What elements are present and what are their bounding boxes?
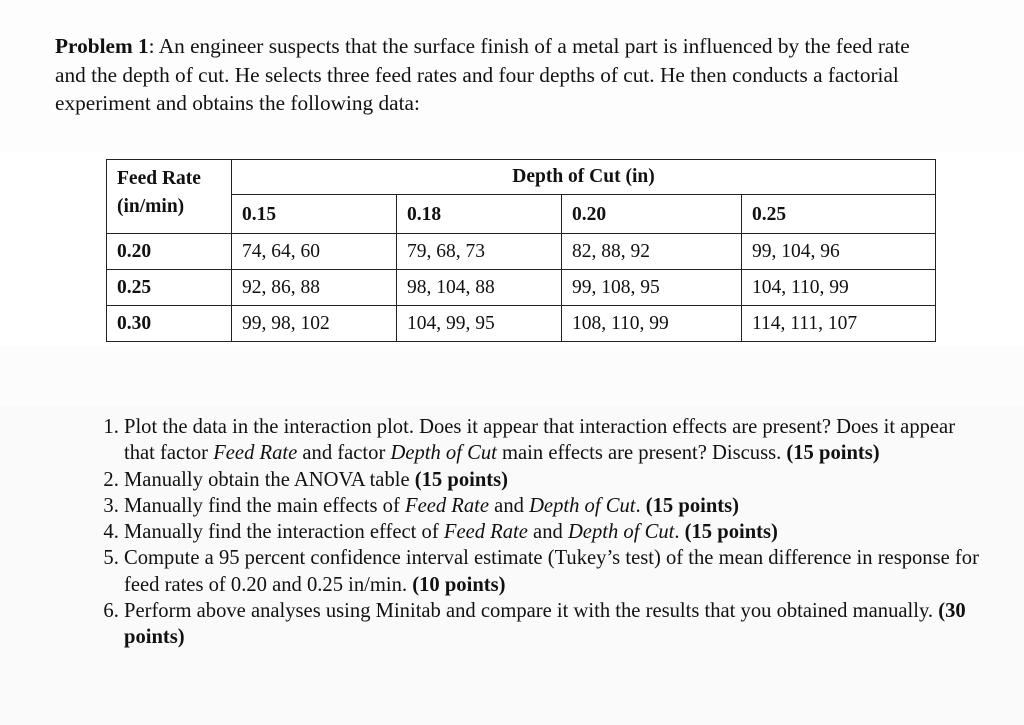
question-text: . bbox=[674, 521, 685, 544]
question-text: and factor bbox=[297, 442, 391, 465]
question-text: Manually obtain the ANOVA table bbox=[124, 468, 415, 491]
feed-rate-header-line2: (in/min) bbox=[117, 196, 185, 217]
table-cell: 114, 111, 107 bbox=[742, 306, 936, 342]
question-item bbox=[124, 414, 984, 467]
depth-values-row bbox=[107, 195, 936, 234]
table-cell: 99, 104, 96 bbox=[742, 234, 936, 270]
question-item bbox=[124, 493, 984, 519]
question-text: Manually find the main effects of bbox=[124, 494, 405, 517]
table-cell: 79, 68, 73 bbox=[396, 234, 561, 270]
table-cell: 99, 98, 102 bbox=[232, 306, 397, 342]
question-item bbox=[124, 545, 984, 598]
depth-of-cut-header: Depth of Cut (in) bbox=[232, 160, 936, 195]
feed-rate-value: 0.30 bbox=[107, 306, 232, 342]
table-row bbox=[107, 270, 936, 306]
feed-rate-header bbox=[107, 160, 232, 234]
questions-list bbox=[87, 414, 984, 651]
question-item bbox=[124, 598, 984, 651]
table-row bbox=[107, 306, 936, 342]
factor-name: Depth of Cut bbox=[390, 442, 497, 465]
question-points: (30 points) bbox=[124, 600, 966, 649]
table-cell: 104, 99, 95 bbox=[396, 306, 561, 342]
depth-value: 0.18 bbox=[396, 195, 561, 234]
table-cell: 74, 64, 60 bbox=[232, 234, 397, 270]
question-item bbox=[124, 467, 984, 493]
table-cell: 82, 88, 92 bbox=[561, 234, 741, 270]
depth-value: 0.25 bbox=[742, 195, 936, 234]
factor-name: Feed Rate bbox=[404, 494, 490, 517]
data-table bbox=[106, 159, 936, 342]
question-text: main effects are present? Discuss. bbox=[496, 442, 787, 465]
depth-value: 0.15 bbox=[232, 195, 397, 234]
feed-rate-header-line1: Feed Rate bbox=[117, 168, 201, 189]
factor-name: Depth of Cut bbox=[567, 521, 675, 544]
question-text: Plot the data in the interaction plot. Does it appear that interaction effects are present? Does it appear that factor bbox=[124, 416, 956, 465]
question-text: and bbox=[527, 521, 568, 544]
question-text: Manually find the interaction effect of bbox=[124, 521, 444, 544]
problem-label: Problem 1 bbox=[55, 34, 149, 58]
feed-rate-value: 0.25 bbox=[107, 270, 232, 306]
question-points: (15 points) bbox=[645, 494, 740, 517]
problem-text: : An engineer suspects that the surface finish of a metal part is influenced by the feed rate and the depth of cut. He selects three feed rates and four depths of cut. He then conducts a factorial experiment and obtains the following data: bbox=[55, 34, 910, 116]
question-points: (15 points) bbox=[786, 442, 880, 465]
table-cell: 99, 108, 95 bbox=[561, 270, 741, 306]
table-cell: 104, 110, 99 bbox=[742, 270, 936, 306]
question-points: (15 points) bbox=[684, 521, 778, 544]
feed-rate-value: 0.20 bbox=[107, 234, 232, 270]
question-text: Perform above analyses using Minitab and compare it with the results that you obtained manually. bbox=[124, 600, 939, 623]
problem-statement bbox=[55, 32, 945, 118]
depth-value: 0.20 bbox=[561, 195, 741, 234]
factor-name: Depth of Cut bbox=[529, 494, 636, 517]
table-cell: 108, 110, 99 bbox=[561, 306, 741, 342]
factor-name: Feed Rate bbox=[443, 521, 528, 544]
question-item bbox=[124, 519, 984, 545]
table-row bbox=[107, 234, 936, 270]
spacer-background bbox=[0, 346, 1024, 406]
question-text: Compute a 95 percent confidence interval estimate (Tukey’s test) of the mean difference in response for feed rates of 0.20 and 0.25 in/min. bbox=[124, 547, 979, 596]
question-text: . bbox=[635, 494, 646, 517]
question-points: (15 points) bbox=[414, 468, 509, 491]
table-cell: 98, 104, 88 bbox=[396, 270, 561, 306]
table-header-row bbox=[107, 160, 936, 195]
factor-name: Feed Rate bbox=[213, 442, 298, 465]
question-points: (10 points) bbox=[412, 573, 506, 596]
table-cell: 92, 86, 88 bbox=[232, 270, 397, 306]
question-text: and bbox=[489, 494, 530, 517]
